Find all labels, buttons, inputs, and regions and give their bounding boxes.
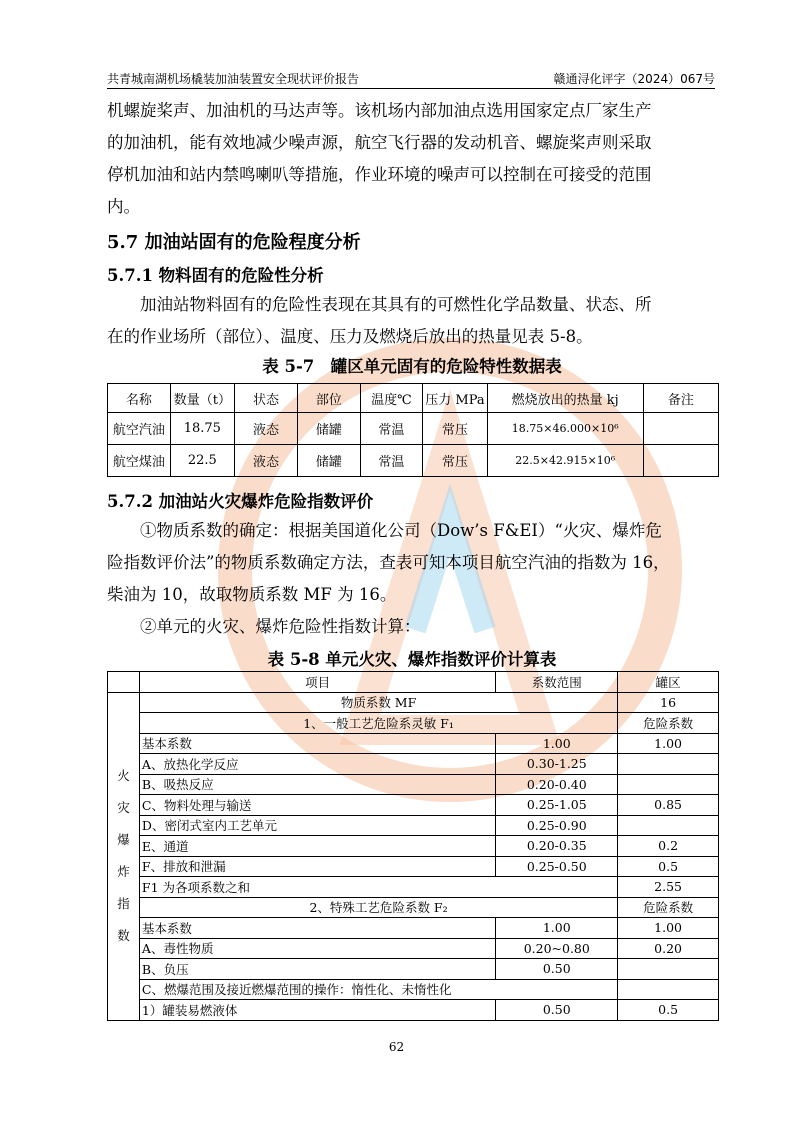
table-row (108, 733, 719, 754)
cell: 0.30-1.25 (496, 754, 618, 775)
text-line: 的加油机，能有效地减少噪声源，航空飞行器的发动机音、螺旋桨声则采取 (107, 133, 652, 152)
table-row (108, 938, 719, 959)
cell: 0.5 (618, 856, 719, 877)
text-line: 在的作业场所（部位）、温度、压力及燃烧后放出的热量见表 5-8。 (107, 327, 593, 346)
header-cell: 系数范围 (496, 672, 618, 693)
table-row (108, 754, 719, 775)
table-header-row (108, 384, 719, 413)
table-row (108, 815, 719, 836)
header-report-number: 赣通浔化评字（2024）067号 (553, 72, 715, 86)
side-label-cell (108, 692, 140, 1020)
cell: 18.75×46.000×10⁶ (487, 413, 643, 445)
cell (618, 815, 719, 836)
cell: 0.20 (618, 938, 719, 959)
table-row (108, 692, 719, 713)
side-label-char: 灾 (117, 800, 130, 815)
cell: 危险系数 (618, 897, 719, 918)
table-row (108, 897, 719, 918)
hazard-data-table (107, 383, 719, 477)
table-row (108, 445, 719, 477)
cell: 常压 (423, 413, 487, 445)
header-cell: 燃烧放出的热量 kj (487, 384, 643, 413)
cell: 储罐 (298, 413, 360, 445)
cell: B、负压 (139, 959, 495, 980)
table-row (108, 1000, 719, 1021)
table-row (108, 877, 719, 898)
table-row (108, 713, 719, 734)
cell: 基本系数 (139, 918, 495, 939)
paragraph-5-7-2 (107, 515, 717, 643)
cell (618, 979, 719, 1000)
text-line: 内。 (107, 197, 140, 216)
table-row (108, 413, 719, 445)
cell: 1.00 (618, 733, 719, 754)
table-row (108, 836, 719, 857)
cell: 液态 (234, 413, 297, 445)
cell (618, 774, 719, 795)
table-row (108, 774, 719, 795)
cell: 18.75 (170, 413, 234, 445)
section-heading-5-7-2: 5.7.2 加油站火灾爆炸危险指数评价 (107, 492, 374, 511)
page-number: 62 (388, 1040, 405, 1054)
header-cell: 项目 (139, 672, 495, 693)
table-row (108, 959, 719, 980)
cell: 1）罐装易燃液体 (139, 1000, 495, 1021)
cell (618, 959, 719, 980)
header-cell: 备注 (643, 384, 718, 413)
table-5-7-caption: 表 5-7 罐区单元固有的危险特性数据表 (262, 357, 562, 376)
cell: 1.00 (496, 733, 618, 754)
cell: 0.2 (618, 836, 719, 857)
fire-explosion-index-table (107, 671, 719, 1021)
table-row (108, 795, 719, 816)
text-line: ②单元的火灾、爆炸危险性指数计算： (107, 617, 421, 636)
paragraph-5-7-1 (107, 289, 717, 353)
cell: F、排放和泄漏 (139, 856, 495, 877)
side-label-char: 指 (117, 896, 130, 911)
header-cell: 罐区 (618, 672, 719, 693)
f1-title-cell: 1、一般工艺危险系灵敏 F₁ (139, 713, 617, 734)
side-label-char: 数 (117, 928, 130, 943)
cell: 航空汽油 (108, 413, 171, 445)
cell (643, 445, 718, 477)
cell: 0.20-0.35 (496, 836, 618, 857)
cell: 危险系数 (618, 713, 719, 734)
header-cell: 数量（t） (170, 384, 234, 413)
header-cell: 状态 (234, 384, 297, 413)
cell: E、通道 (139, 836, 495, 857)
header-cell: 部位 (298, 384, 360, 413)
section-heading-5-7: 5.7 加油站固有的危险程度分析 (107, 232, 361, 253)
corner-cell (108, 672, 140, 693)
text-line: 机螺旋桨声、加油机的马达声等。该机场内部加油点选用国家定点厂家生产 (107, 101, 652, 120)
section-heading-5-7-1: 5.7.1 物料固有的危险性分析 (107, 266, 324, 285)
cell: 物质系数 MF (139, 692, 617, 713)
cell: 液态 (234, 445, 297, 477)
cell: 常温 (360, 413, 423, 445)
cell: 22.5×42.915×10⁶ (487, 445, 643, 477)
cell: A、放热化学反应 (139, 754, 495, 775)
cell: 0.85 (618, 795, 719, 816)
cell (618, 754, 719, 775)
cell: D、密闭式室内工艺单元 (139, 815, 495, 836)
header-cell: 名称 (108, 384, 171, 413)
cell: 0.50 (496, 959, 618, 980)
table-row (108, 856, 719, 877)
cell: 16 (618, 692, 719, 713)
side-label-char: 爆 (117, 832, 130, 847)
text-line: 险指数评价法”的物质系数确定方法，查表可知本项目航空汽油的指数为 16， (107, 553, 670, 572)
header-report-title: 共青城南湖机场橇装加油装置安全现状评价报告 (107, 72, 360, 86)
f2-title-cell: 2、特殊工艺危险系数 F₂ (139, 897, 617, 918)
table-header-row (108, 672, 719, 693)
table-row (108, 979, 719, 1000)
cell: 常压 (423, 445, 487, 477)
cell: 0.5 (618, 1000, 719, 1021)
cell: 0.20-0.40 (496, 774, 618, 795)
side-label-char: 火 (117, 768, 130, 783)
intro-paragraph (107, 95, 717, 223)
cell: C、物料处理与输送 (139, 795, 495, 816)
cell: C、燃爆范围及接近燃爆范围的操作：惰性化、未惰性化 (139, 979, 617, 1000)
header-cell: 温度℃ (360, 384, 423, 413)
cell: 0.25-0.50 (496, 856, 618, 877)
cell: 常温 (360, 445, 423, 477)
cell: 基本系数 (139, 733, 495, 754)
cell: B、吸热反应 (139, 774, 495, 795)
text-line: 柴油为 10，故取物质系数 MF 为 16。 (107, 585, 397, 604)
cell: 0.25-1.05 (496, 795, 618, 816)
cell: F1 为各项系数之和 (139, 877, 617, 898)
cell: A、毒性物质 (139, 938, 495, 959)
text-line: 加油站物料固有的危险性表现在其具有的可燃性化学品数量、状态、所 (107, 295, 652, 314)
table-row (108, 918, 719, 939)
cell (643, 413, 718, 445)
header-cell: 压力 MPa (423, 384, 487, 413)
cell: 22.5 (170, 445, 234, 477)
cell: 0.50 (496, 1000, 618, 1021)
cell: 航空煤油 (108, 445, 171, 477)
cell: 储罐 (298, 445, 360, 477)
table-5-8-caption: 表 5-8 单元火灾、爆炸指数评价计算表 (267, 650, 557, 669)
cell: 1.00 (496, 918, 618, 939)
text-line: 停机加油和站内禁鸣喇叭等措施，作业环境的噪声可以控制在可接受的范围 (107, 165, 652, 184)
header-divider (107, 88, 715, 89)
text-line: ①物质系数的确定：根据美国道化公司（Dow’s F&EI）“火灾、爆炸危 (107, 521, 662, 540)
cell: 1.00 (618, 918, 719, 939)
cell: 0.25-0.90 (496, 815, 618, 836)
cell: 0.20~0.80 (496, 938, 618, 959)
side-label-char: 炸 (117, 864, 130, 879)
cell: 2.55 (618, 877, 719, 898)
